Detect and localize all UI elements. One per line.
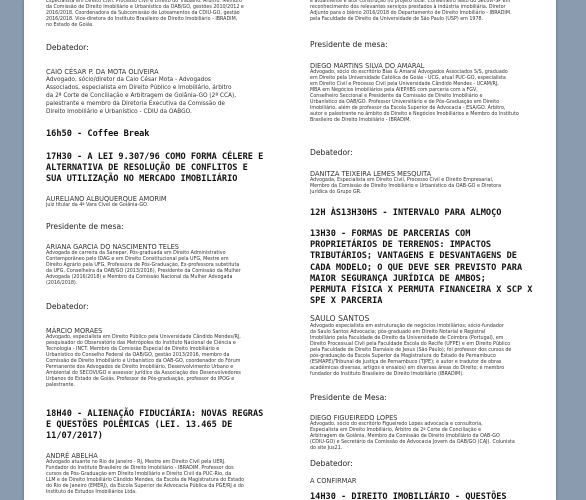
debatedor-label: Debatedor: [310, 459, 353, 468]
speaker-name: DANITZA TEIXEIRA LEMES MESQUITA [310, 170, 432, 178]
session-heading: 14H30 - DIREITO IMOBILIÁRIO - QUESTÕES [310, 492, 507, 500]
presidente-label: Presidente de mesa: [310, 40, 388, 49]
speaker-bio: Advogado, especialista em Direito Público pela Universidade Cândido Mendes/RJ, pesquisador do Observatório das Metrópoles do Instituto Nacional de Ciência e Tecnologia - INCT. Membro da Comissão Especial de Direito Imobiliário e Urbanístico do Conselho Federal da OAB/GO, gestão 2013/2016, membro da Comissão de Direito Imobiliário e Urbanístico da OAB-GO, coordenador do Fórum Permanente dos Advogados de Direito Imobiliário, Desenvolvimento Urbano e Ambiental do SECOVI/GO e assessor jurídico da Associação dos Desenvolvedores Urbanos do Estado de Goiás. Professor de Pós-graduação, professor do IPOG e palestrante. [46, 335, 241, 388]
speaker-bio: Advogado especialista em estruturação de negócios imobiliários; sócio-fundador da Saulo Santos Advocacia; pós-graduado em Direito Notarial e Registral Imobiliário pela Faculdade de Direito da Universidade de Coimbra (Portugal), em Direito Processual Civil pela Faculdade Escola do Recife (UFPE) e em Direito Público pela Faculdade de Direito Damásio de Jesus (São Paulo); foi professor dos cursos de pós-graduação da Escola Superior da Magistratura do Estado de Pernambuco (ESMAPE)/Tribunal de Justiça de Pernambuco (TJPE); é autor e tradutor de obras acadêmicas diversas, artigos e ensaios) em diversas áreas do Direito; é membro fundador do Instituto Brasileiro de Direito Imobiliário (IBRADIM). [310, 324, 512, 377]
debatedor-label: Debatedor: [310, 148, 353, 157]
speaker-name: DIEGO FIGUEIREDO LOPES [310, 414, 398, 422]
debatedor-label: Debatedor: [46, 302, 89, 311]
speaker-bio-top: e atualmente é ator construção no projeto local. Conselheiro Nato do Secovi-SP em reconhecimento dos relevantes serviços prestados à indústria imobiliária. Diretor Adjunto para o biênio 2016/2018 do Departamento de Direito Imobiliário - IBRADIM. pela Faculdade de Direito da Universidade de São Paulo (USP) em 1978. [310, 0, 512, 22]
speaker-bio: Advogado atuante no Rio de Janeiro - RJ, Mestre em Direito Civil pela UERJ. Fundador do Instituto Brasileiro de Direito Imobiliário - IBRADIM. Professor dos cursos de Pós-Graduação em Direito Imobiliário e Direito Civil da PUC-Rio, da LLM e de Direito Imobiliário Cândido Mendes, da Escola de Magistratura do Estado do Rio de Janeiro (EMERJ), da Escola Superior de Advocacia Pública da PGE/RJ e do Instituto de Estudos Imobiliários Ltda. [46, 460, 245, 495]
speaker-name: SAULO SANTOS [310, 314, 370, 323]
presidente-label: Presidente de Mesa: [310, 393, 387, 402]
speaker-bio: Advogada, Especialista em Direito Civil, Processo Civil e Direito Empresarial, Membro da Comissão de Direito Imobiliário e Urbanístico da OAB-GO e Diretora Jurídica do Grupo GR. [310, 178, 502, 195]
speaker-name: ANDRÉ ABELHA [46, 452, 98, 460]
program-page [24, 0, 556, 500]
debatedor-label: Debatedor: [46, 43, 89, 52]
speaker-bio: Advogado, sócio do escritório Figueiredo Lopes advocacia e consultoria, Especialista em Direito Imobiliário, Árbitro da 2ª Corte de Conciliação e Arbitragem de Goiânia, Membro da Comissão de Direito Imobiliário da OAB-GO (CDIU-GO) e Secretário da Comissão de Advocacia Jovem da OAB/GO (CAJ). Colunista do site Jus21. [310, 422, 515, 451]
lunch-break-heading: 12H ÀS13H30HS - INTERVALO PARA ALMOÇO [310, 208, 502, 218]
speaker-name: AURELIANO ALBUQUERQUE AMORIM [46, 195, 167, 203]
speaker-bio: Juiz titular da 4ª Vara Cível de Goiânia-GO. [46, 203, 149, 208]
session-heading: 18H40 - ALIENAÇÃO FIDUCIÁRIA: NOVAS REGRAS E QUESTÕES POLÊMICAS (LEI. 13.465 DE 11/07/2017) [46, 409, 264, 442]
speaker-bio: Advogado, sócio do escritório Bias & Amaral Advogados Associados S/S, graduado em Direito pela Universidade Católica de Goiás - UCG, atual PUC-GO, especialista em Direito Civil e Processo Civil pela Universidade Cândido Mendes - UCAM/RJ, MBA em Negócios Imobiliários pela AIEP/IBS com parceria com a FGV, Conselheiro Seccional e Presidente da Comissão de Direito Imobiliário e Urbanístico da OAB/GO. Professor Universitário e de Pós-Graduação em Direito Imobiliário, além de professor da Escola Superior de Advocacia - ESA/GO. Árbitro, autor e palestrante no âmbito do Direito e Negócios Imobiliários e Membro do Instituto Brasileiro de Direito Imobiliário - IBRADIM. [310, 70, 519, 123]
speaker-name: DIEGO MARTINS SILVA DO AMARAL [310, 62, 425, 70]
session-heading: 17H30 - A LEI 9.307/96 COMO FORMA CÉLERE E ALTERNATIVA DE RESOLUÇÃO DE CONFLITOS E SUA UTILIZAÇÃO NO MERCADO IMOBILIÁRIO [46, 152, 264, 185]
speaker-name: A CONFIRMAR [310, 477, 357, 485]
speaker-name: ARIANA GARCIA DO NASCIMENTO TELES [46, 243, 179, 251]
speaker-name: MÁRCIO MORAES [46, 327, 103, 335]
speaker-bio-top: Especialista em Direito Civil, Processo Civil e Direito do Trabalho. Árbitro. Membro da Comissão de Direito Imobiliário e Urbanístico da OAB/GO, gestões 2010/2012 e 2016/2018. Coordenadora da Subcomissão de Loteamentos da CDIU-GO, gestão 2016/2018. Vice-diretora do Instituto Brasileiro de Direito Imobiliário - IBRADIM, no Estado de Goiás. [46, 0, 244, 28]
presidente-label: Presidente de mesa: [46, 222, 124, 231]
session-heading: 13H30 - FORMAS DE PARCERIAS COM PROPRIETÁRIOS DE TERRENOS: IMPACTOS TRIBUTÁRIOS; VANTAGENS E DESVANTAGENS DE CADA MODELO; O QUE DEVE SER PREVISTO PARA MAIOR SEGURANÇA JURÍDICA DE AMBOS; PERMUTA FÍSICA X PERMUTA FINANCEIRA X SCP X SPE X PARCERIA [310, 229, 533, 307]
speaker-name: CAIO CÉSAR P. DA MOTA OLIVEIRA [46, 68, 159, 76]
coffee-break-heading: 16h50 - Coffee Break [46, 129, 150, 139]
speaker-bio: Advogada de carreira da Sanepar, Pós-graduada em Direito Administrativo Contemporâneo pelo IDAG e em Direito Constitucional pela UFG, Mestre em Direito Agrário pela UFG, Professora de Pós-Graduação, Ex-professora substituta da UFG, Conselheira da OAB/GO (2013/2016), Presidente da Comissão da Mulher Advogada (2016/2018) e Membro da Comissão Nacional da Mulher Advogada (2016/2018). [46, 251, 241, 286]
speaker-bio: Advogado, sócio/diretor da Caio César Mota - Advogados Associados, especialista em Direito Público e Imobiliário, árbitro da 2ª Corte de Conciliação e Arbitragem de Goiânia-GO (2ª CCA), palestrante e membro da Diretoria Executiva da Comissão de Direito Imobiliário e Urbanístico - CDIU da OABGO. [46, 77, 237, 115]
